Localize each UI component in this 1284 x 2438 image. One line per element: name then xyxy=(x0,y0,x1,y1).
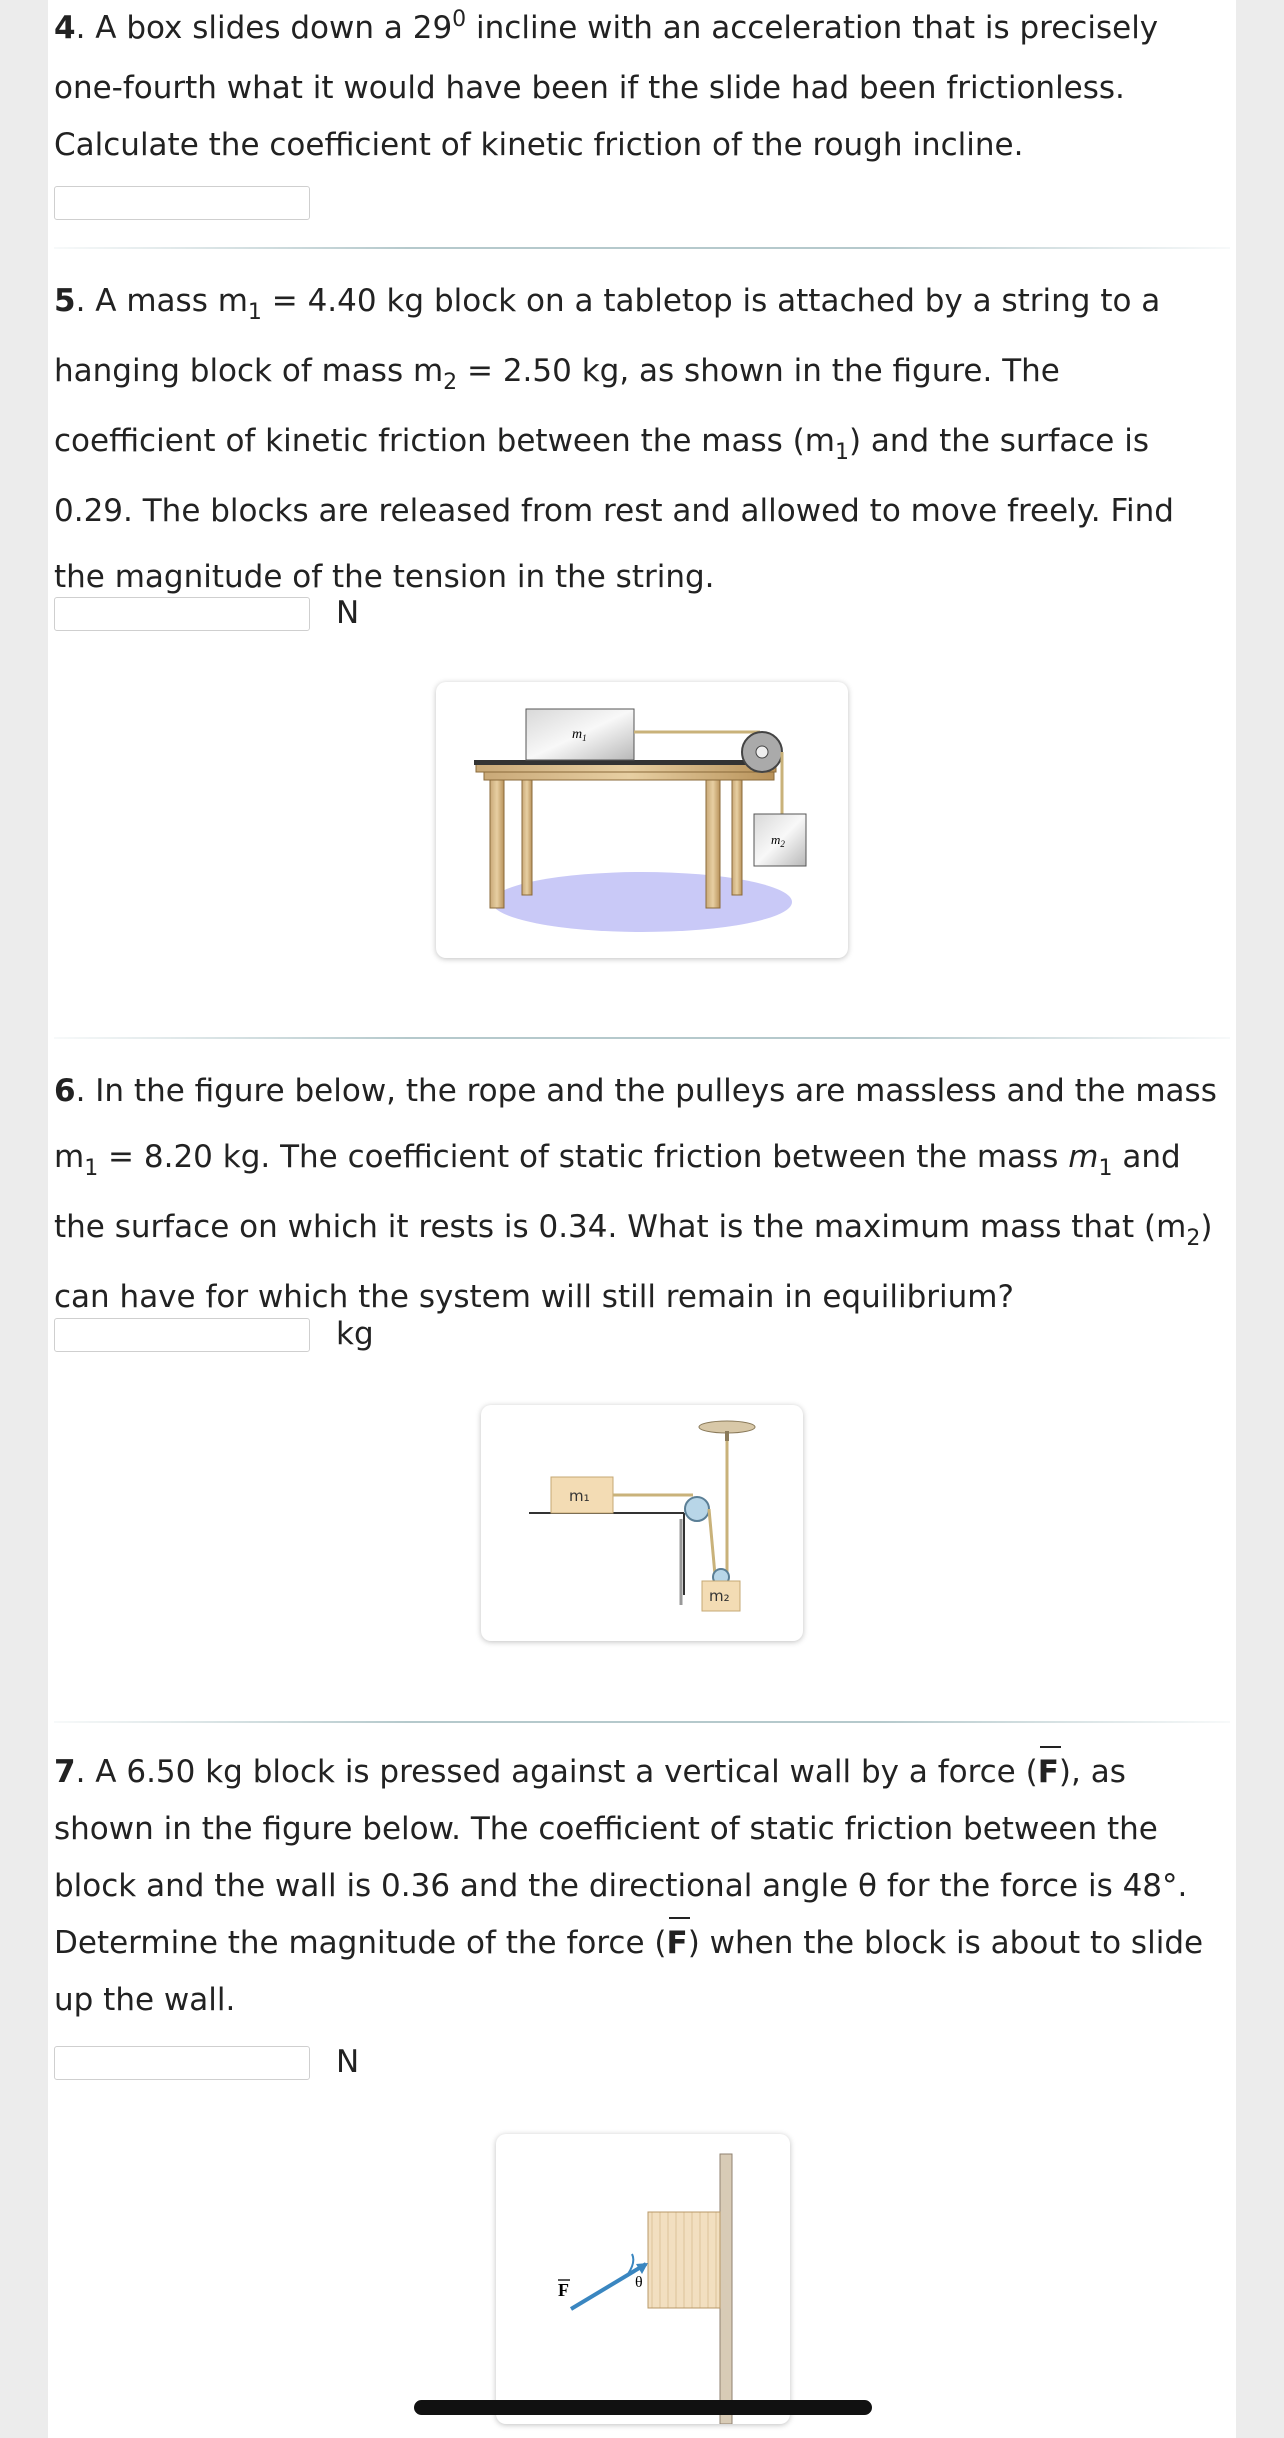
ceiling-hook xyxy=(725,1431,729,1441)
question-number: 4 xyxy=(54,10,76,46)
question-number: 5 xyxy=(54,283,76,319)
divider xyxy=(54,247,1230,249)
q6-sub-1: 1 xyxy=(84,1156,99,1181)
q5-unit-label: N xyxy=(336,595,360,631)
block-wall-diagram xyxy=(496,2134,790,2424)
table-leg xyxy=(522,780,532,895)
q4-text-2: incline with an acceleration that is precisely one-fourth what it would have been if the slide had been frictionless. Calculate the coefficient of kinetic friction of the rough incline. xyxy=(54,10,1159,163)
block-m2-label: $m_2$ xyxy=(771,832,785,849)
home-indicator[interactable] xyxy=(414,2400,872,2415)
block-m1-label: $m_1$ xyxy=(572,727,587,743)
table-pulley-diagram xyxy=(436,682,848,958)
question-number: 6 xyxy=(54,1073,76,1109)
force-label: F xyxy=(558,2280,569,2300)
q6-text-3: and the surface on which it rests is 0.34. What is the maximum mass that (m xyxy=(54,1139,1187,1245)
q7-text-2: ), as shown in the figure below. The coefficient of static friction between the block and the wall is 0.36 and the directional angle θ for the force is 48°. Determine the magnitude of the force ( xyxy=(54,1754,1188,1961)
q7-force-vector-1: F xyxy=(1038,1744,1059,1801)
table-leg xyxy=(490,780,504,908)
block-m2-label: m₂ xyxy=(709,1587,730,1605)
table-leg xyxy=(732,780,742,895)
wall xyxy=(720,2154,732,2424)
divider xyxy=(54,1721,1230,1723)
question-number: 7 xyxy=(54,1754,76,1790)
q4-answer-input[interactable] xyxy=(54,186,310,220)
theta-label: θ xyxy=(635,2274,643,2291)
pulley-corner xyxy=(685,1497,709,1521)
question-6-text xyxy=(54,1058,1230,1330)
q5-sub-3: 1 xyxy=(834,440,849,465)
q5-text-2: = 4.40 kg block on a tabletop is attached by a string to a hanging block of mass m xyxy=(54,283,1161,389)
q5-figure xyxy=(436,682,848,958)
floor-shadow xyxy=(492,872,792,932)
table-top xyxy=(476,764,776,772)
q5-answer-input[interactable] xyxy=(54,597,310,631)
q6-text-2: = 8.20 kg. The coefficient of static friction between the mass xyxy=(98,1139,1069,1175)
two-pulley-diagram xyxy=(481,1405,803,1641)
rope-down xyxy=(709,1509,715,1575)
q6-italic-m: m xyxy=(1068,1139,1099,1175)
q7-text-1: . A 6.50 kg block is pressed against a vertical wall by a force ( xyxy=(75,1754,1038,1790)
q7-text-3: ) when the block is about to slide up the wall. xyxy=(54,1925,1204,2018)
q6-sub-3: 2 xyxy=(1186,1226,1201,1251)
question-5-text xyxy=(54,268,1230,610)
q5-sub-1: 1 xyxy=(247,300,262,325)
question-4-text xyxy=(54,0,1230,174)
table-leg xyxy=(706,780,720,908)
q6-sub-2: 1 xyxy=(1098,1156,1113,1181)
q6-answer-input[interactable] xyxy=(54,1318,310,1352)
table-apron xyxy=(484,772,774,780)
q6-text-1: . In the figure below, the rope and the pulleys are massless and the mass m xyxy=(54,1073,1217,1175)
q6-unit-label: kg xyxy=(336,1316,374,1352)
block xyxy=(648,2212,720,2308)
q4-text-1: . A box slides down a 29 xyxy=(75,10,453,46)
page xyxy=(48,0,1236,2438)
q7-figure xyxy=(496,2134,790,2424)
pulley-axle xyxy=(756,746,768,758)
q5-sub-2: 2 xyxy=(443,370,458,395)
q5-text-3: = 2.50 kg, as shown in the figure. The coefficient of kinetic friction between the mass (m xyxy=(54,353,1060,459)
divider xyxy=(54,1037,1230,1039)
q7-unit-label: N xyxy=(336,2044,360,2080)
q7-answer-input[interactable] xyxy=(54,2046,310,2080)
q5-text-4: ) and the surface is 0.29. The blocks are released from rest and allowed to move freely. Find the magnitude of the tension in the string. xyxy=(54,423,1174,595)
q6-figure xyxy=(481,1405,803,1641)
block-m1-label: m₁ xyxy=(569,1487,590,1505)
q4-degree-sup: 0 xyxy=(452,7,467,32)
q7-force-vector-2: F xyxy=(667,1915,688,1972)
table-edge xyxy=(474,760,778,765)
q5-text-1: . A mass m xyxy=(75,283,248,319)
q6-text-4: ) can have for which the system will still remain in equilibrium? xyxy=(54,1209,1213,1315)
question-7-text xyxy=(54,1744,1230,2029)
